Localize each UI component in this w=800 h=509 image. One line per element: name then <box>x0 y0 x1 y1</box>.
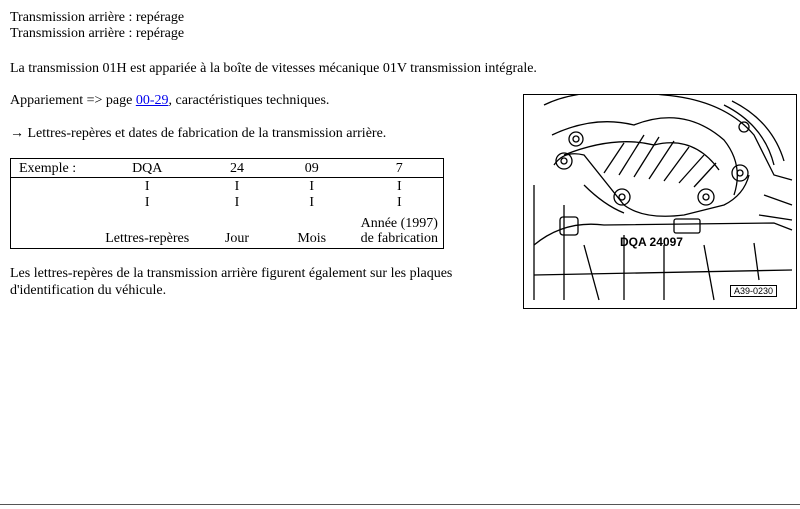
appariement-paragraph <box>10 93 329 109</box>
year-label: Année (1997) <box>360 216 438 231</box>
lettres-reperes-paragraph: → Lettres-repères et dates de fabrication de la transmission arrière. <box>10 126 387 141</box>
table-label-row <box>11 210 444 249</box>
table-cell: I <box>396 178 402 194</box>
page-subtitle: Transmission arrière : repérage <box>10 26 185 41</box>
table-cell: 09 <box>268 159 356 178</box>
appariement-prefix: Appariement => page <box>10 93 136 108</box>
table-cell: I <box>396 194 402 210</box>
identification-paragraph-line2: d'identification du véhicule. <box>10 283 167 298</box>
table-cell: Mois <box>297 231 327 246</box>
page-link[interactable]: 00-29 <box>135 93 169 108</box>
table-cell: Lettres-repères <box>105 231 190 246</box>
table-cell: I <box>144 178 150 194</box>
page-title: Transmission arrière : repérage <box>10 10 185 25</box>
table-cell: I <box>144 194 150 210</box>
stamp-label: DQA 24097 <box>620 235 683 249</box>
table-cell: I <box>234 178 240 194</box>
table-cell <box>11 210 89 249</box>
table-cell: 7 <box>356 159 444 178</box>
table-row <box>11 178 444 195</box>
table-row <box>11 194 444 210</box>
table-cell: Jour <box>224 231 250 246</box>
identification-paragraph-line1: Les lettres-repères de la transmission arrière figurent également sur les plaques <box>10 266 453 281</box>
table-cell: I <box>309 178 315 194</box>
table-header-row <box>11 159 444 178</box>
table-cell <box>11 194 89 210</box>
figure-code: A39-0230 <box>730 285 777 297</box>
bottom-divider <box>0 504 800 509</box>
table-cell: DQA <box>88 159 206 178</box>
intro-paragraph: La transmission 01H est appariée à la boîte de vitesses mécanique 01V transmission intégrale. <box>10 61 537 76</box>
transmission-drawing <box>524 95 796 308</box>
table-cell: I <box>234 194 240 210</box>
table-cell: I <box>309 194 315 210</box>
table-cell: 24 <box>206 159 268 178</box>
table-cell: Exemple : <box>11 159 89 178</box>
table-cell <box>356 210 444 249</box>
transmission-illustration <box>523 94 797 309</box>
table-cell <box>11 178 89 195</box>
appariement-suffix: , caractéristiques techniques. <box>168 93 330 108</box>
fabrication-label: de fabrication <box>360 231 438 246</box>
example-table <box>10 158 444 249</box>
